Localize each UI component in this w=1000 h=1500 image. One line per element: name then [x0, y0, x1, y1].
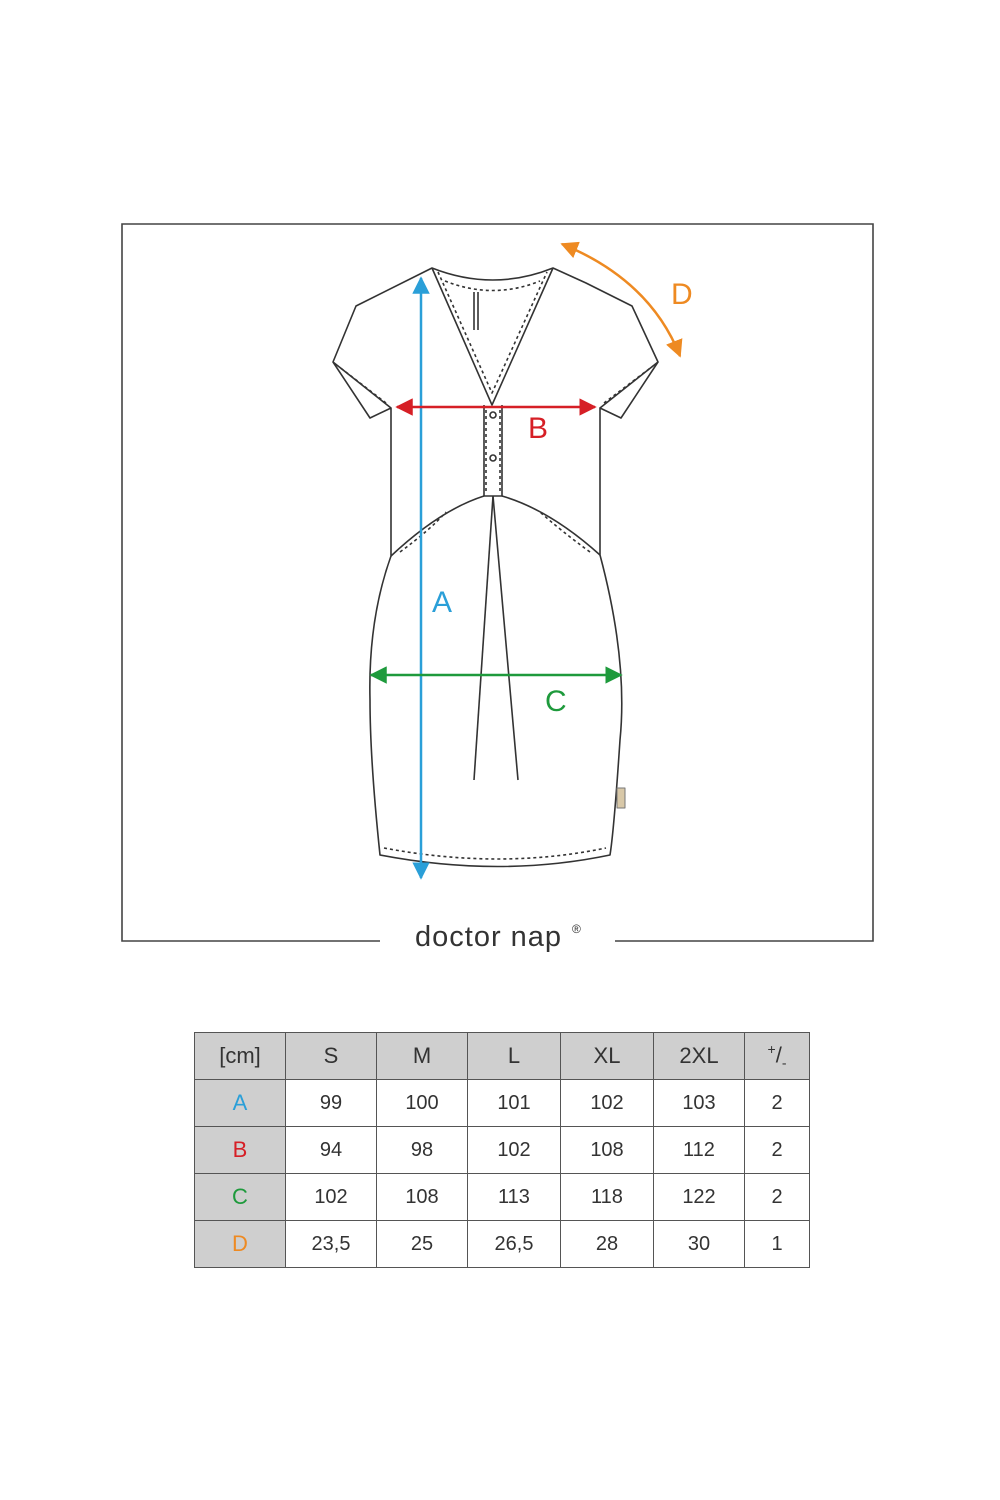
table-cell: 108	[561, 1127, 654, 1174]
table-header-row	[195, 1033, 810, 1080]
row-key: B	[195, 1127, 286, 1174]
size-header: M	[377, 1033, 468, 1080]
table-cell: 102	[468, 1127, 561, 1174]
tolerance-plus: +	[767, 1041, 776, 1058]
dress-outline	[333, 268, 658, 867]
size-header: L	[468, 1033, 561, 1080]
unit-header: [cm]	[195, 1033, 286, 1080]
table-cell: 94	[286, 1127, 377, 1174]
table-cell: 26,5	[468, 1221, 561, 1268]
table-row	[195, 1127, 810, 1174]
table-cell: 102	[561, 1080, 654, 1127]
dimension-b-label: B	[528, 412, 549, 445]
table-cell: 103	[654, 1080, 745, 1127]
size-header: S	[286, 1033, 377, 1080]
tolerance-minus: -	[781, 1054, 787, 1071]
table-cell: 25	[377, 1221, 468, 1268]
table-cell: 102	[286, 1174, 377, 1221]
table-cell: 101	[468, 1080, 561, 1127]
table-cell: 2	[745, 1080, 810, 1127]
row-key: C	[195, 1174, 286, 1221]
brand-name: doctor nap	[415, 921, 563, 953]
table-cell: 118	[561, 1174, 654, 1221]
table-cell: 30	[654, 1221, 745, 1268]
table-cell: 100	[377, 1080, 468, 1127]
table-cell: 2	[745, 1127, 810, 1174]
table-cell: 1	[745, 1221, 810, 1268]
size-header: XL	[561, 1033, 654, 1080]
table-row	[195, 1174, 810, 1221]
tolerance-header	[745, 1033, 810, 1080]
size-chart-table	[194, 1032, 810, 1268]
brand-registered-mark: ®	[572, 922, 581, 936]
size-header: 2XL	[654, 1033, 745, 1080]
table-cell: 113	[468, 1174, 561, 1221]
table-cell: 98	[377, 1127, 468, 1174]
row-key: A	[195, 1080, 286, 1127]
table-cell: 112	[654, 1127, 745, 1174]
dimension-d-label: D	[671, 278, 693, 311]
table-cell: 108	[377, 1174, 468, 1221]
diagram-frame	[122, 224, 873, 941]
tolerance-sep: /	[775, 1042, 782, 1068]
table-cell: 2	[745, 1174, 810, 1221]
table-cell: 122	[654, 1174, 745, 1221]
table-cell: 23,5	[286, 1221, 377, 1268]
table-cell: 28	[561, 1221, 654, 1268]
table-row	[195, 1080, 810, 1127]
dimension-a-label: A	[432, 586, 453, 619]
row-key: D	[195, 1221, 286, 1268]
table-cell: 99	[286, 1080, 377, 1127]
dimension-c-label: C	[545, 685, 567, 718]
table-row	[195, 1221, 810, 1268]
